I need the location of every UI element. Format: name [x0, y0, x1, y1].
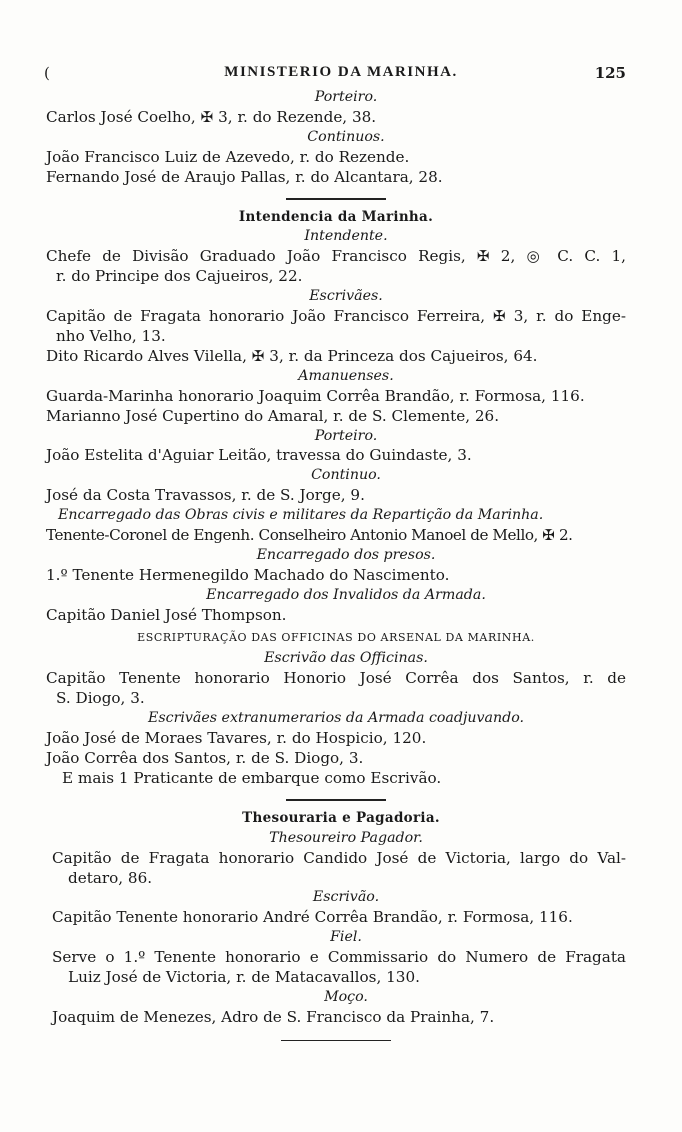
role-heading: Moço. [324, 988, 368, 1005]
role-heading: Porteiro. [314, 89, 378, 105]
entry-line: João Francisco Luiz de Azevedo, r. do Rezende. [46, 147, 410, 166]
role-heading: Continuos. [307, 128, 385, 145]
section-divider [286, 198, 386, 200]
section-heading: Thesouraria e Pagadoria. [242, 809, 440, 826]
section-divider [286, 799, 386, 801]
entry-line: Dito Ricardo Alves Vilella, ✠ 3, r. da Princeza dos Cajueiros, 64. [46, 346, 538, 365]
role-heading: Porteiro. [314, 427, 378, 444]
role-heading: Thesoureiro Pagador. [269, 829, 423, 846]
entry-line: Fernando José de Araujo Pallas, r. do Alcantara, 28. [46, 167, 443, 186]
entry-line: Capitão Daniel José Thompson. [46, 605, 287, 624]
section-heading: Intendencia da Marinha. [238, 208, 434, 225]
entry-line: Capitão de Fragata honorario Candido José de Victoria, largo do Val- [52, 848, 626, 867]
closing-divider [281, 1040, 391, 1042]
role-heading: Continuo. [311, 467, 381, 484]
entry-line: João Estelita d'Aguiar Leitão, travessa do Guindaste, 3. [46, 446, 472, 465]
role-heading: Encarregado dos presos. [256, 546, 436, 563]
entry-line: João Corrêa dos Santos, r. de S. Diogo, 3. [46, 749, 364, 767]
role-heading: Encarregado dos Invalidos da Armada. [206, 586, 486, 603]
role-heading: Intendente. [304, 228, 388, 245]
entry-line: Tenente-Coronel de Engenh. Conselheiro Antonio Manoel de Mello, ✠ 2. [46, 526, 573, 545]
entry-line: Guarda-Marinha honorario Joaquim Corrêa Brandão, r. Formosa, 116. [46, 386, 585, 405]
entry-line: Carlos José Coelho, ✠ 3, r. do Rezende, 38. [46, 107, 377, 126]
entry-line-continued: Luiz José de Victoria, r. de Matacavallos, 130. [68, 968, 420, 987]
entry-line: Chefe de Divisão Graduado João Francisco Regis, ✠ 2, ◎ C. C. 1, [46, 247, 626, 266]
role-heading: Encarregado das Obras civis e militares da Repartição da Marinha. [58, 507, 544, 524]
entry-line-continued: nho Velho, 13. [56, 326, 166, 345]
entry-line-continued: S. Diogo, 3. [56, 689, 145, 708]
entry-line: Serve o 1.º Tenente honorario e Commissario do Numero de Fragata [52, 948, 626, 967]
entry-line: João José de Moraes Tavares, r. do Hospicio, 120. [46, 729, 427, 748]
page-number: 125 [594, 64, 626, 82]
page-body [46, 88, 626, 1049]
entry-line-continued: detaro, 86. [68, 868, 153, 887]
entry-line: E mais 1 Praticante de embarque como Escrivão. [62, 768, 442, 787]
header-title: MINISTERIO DA MARINHA. [224, 64, 458, 80]
role-heading: Escrivães. [309, 288, 383, 305]
entry-line: José da Costa Travassos, r. de S. Jorge, 9. [46, 486, 365, 505]
running-header [0, 62, 682, 88]
section-heading: ESCRIPTURAÇÃO DAS OFFICINAS DO ARSENAL DA MARINHA. [137, 630, 535, 644]
margin-mark: ( [44, 64, 50, 82]
entry-line: Capitão Tenente honorario Honorio José Corrêa dos Santos, r. de [46, 669, 626, 688]
role-heading: Escrivão. [312, 889, 380, 906]
role-heading: Escrivão das Officinas. [264, 650, 428, 667]
entry-line: Capitão de Fragata honorario João Francisco Ferreira, ✠ 3, r. do Enge- [46, 307, 626, 326]
entry-line: 1.º Tenente Hermenegildo Machado do Nascimento. [46, 565, 450, 584]
role-heading: Escrivães extranumerarios da Armada coadjuvando. [147, 710, 525, 727]
entry-line: Capitão Tenente honorario André Corrêa Brandão, r. Formosa, 116. [52, 908, 573, 927]
entry-line: Joaquim de Menezes, Adro de S. Francisco da Prainha, 7. [52, 1007, 495, 1026]
entry-line-continued: r. do Principe dos Cajueiros, 22. [56, 267, 303, 286]
entry-line: Marianno José Cupertino do Amaral, r. de S. Clemente, 26. [46, 406, 500, 425]
role-heading: Fiel. [330, 929, 362, 946]
role-heading: Amanuenses. [298, 367, 394, 384]
